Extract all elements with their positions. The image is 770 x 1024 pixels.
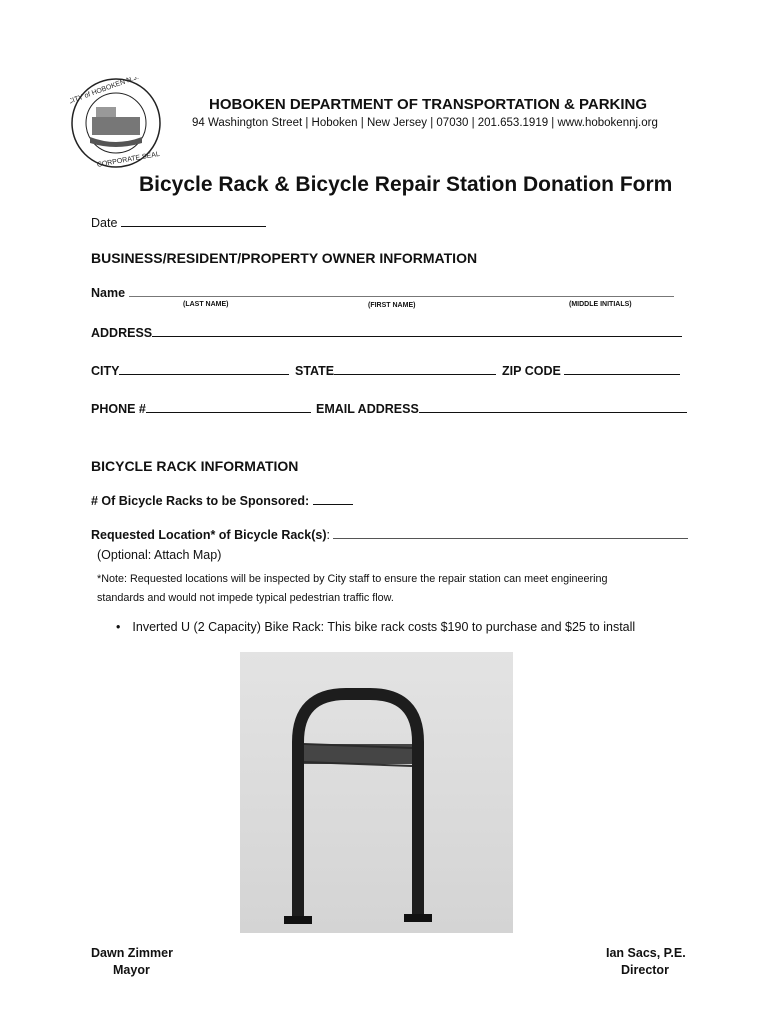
mayor-name: Dawn Zimmer xyxy=(91,946,173,960)
bike-rack-pricing: Inverted U (2 Capacity) Bike Rack: This bike rack costs $190 to purchase and $25 to install xyxy=(132,620,636,634)
bike-rack-photo xyxy=(240,652,513,933)
director-title: Director xyxy=(621,963,669,977)
page-title: Bicycle Rack & Bicycle Repair Station Donation Form xyxy=(139,173,673,196)
rack-count-field[interactable] xyxy=(91,494,353,508)
email-label: EMAIL ADDRESS xyxy=(316,402,419,416)
rack-section-heading: BICYCLE RACK INFORMATION xyxy=(91,458,299,474)
address-field[interactable] xyxy=(91,326,682,340)
date-field[interactable] xyxy=(91,216,266,230)
state-label: STATE xyxy=(295,364,335,378)
date-label: Date xyxy=(91,216,118,230)
middle-initials-caption: (MIDDLE INITIALS) xyxy=(569,301,632,308)
first-name-caption: (FIRST NAME) xyxy=(368,302,416,309)
note-line-2: standards and would not impede typical pedestrian traffic flow. xyxy=(97,592,394,604)
zip-code-field[interactable] xyxy=(502,364,680,378)
note-line-1: *Note: Requested locations will be inspected by City staff to ensure the repair station can meet engineering xyxy=(97,573,608,585)
phone-label: PHONE # xyxy=(91,402,146,416)
director-name: Ian Sacs, P.E. xyxy=(606,946,686,960)
svg-text:CORPORATE SEAL: CORPORATE SEAL xyxy=(96,150,161,169)
svg-text:CITY of HOBOKEN N.J.: CITY of HOBOKEN N.J. xyxy=(70,77,140,106)
city-label: CITY xyxy=(91,364,120,378)
state-field[interactable] xyxy=(295,364,496,378)
requested-location-label: Requested Location* of Bicycle Rack(s) xyxy=(91,528,327,542)
owner-section-heading: BUSINESS/RESIDENT/PROPERTY OWNER INFORMATION xyxy=(91,250,478,266)
requested-location-field[interactable]: Requested Location* of Bicycle Rack(s): xyxy=(91,528,688,542)
name-field[interactable] xyxy=(91,286,674,300)
zip-code-label: ZIP CODE xyxy=(502,364,561,378)
city-seal-logo xyxy=(70,77,162,169)
city-field[interactable] xyxy=(91,364,289,378)
department-name: HOBOKEN DEPARTMENT OF TRANSPORTATION & PARKING xyxy=(209,96,648,113)
email-field[interactable] xyxy=(316,402,687,416)
address-label: ADDRESS xyxy=(91,326,153,340)
department-address: 94 Washington Street | Hoboken | New Jersey | 07030 | 201.653.1919 | www.hobokennj.org xyxy=(192,117,658,129)
phone-field[interactable] xyxy=(91,402,311,416)
rack-count-label: # Of Bicycle Racks to be Sponsored: xyxy=(91,494,310,508)
bullet-item xyxy=(116,620,635,634)
bullet-icon: • xyxy=(116,620,121,634)
mayor-title: Mayor xyxy=(113,963,150,977)
last-name-caption: (LAST NAME) xyxy=(183,301,229,308)
name-label: Name xyxy=(91,286,126,300)
optional-map-note: (Optional: Attach Map) xyxy=(97,548,222,562)
